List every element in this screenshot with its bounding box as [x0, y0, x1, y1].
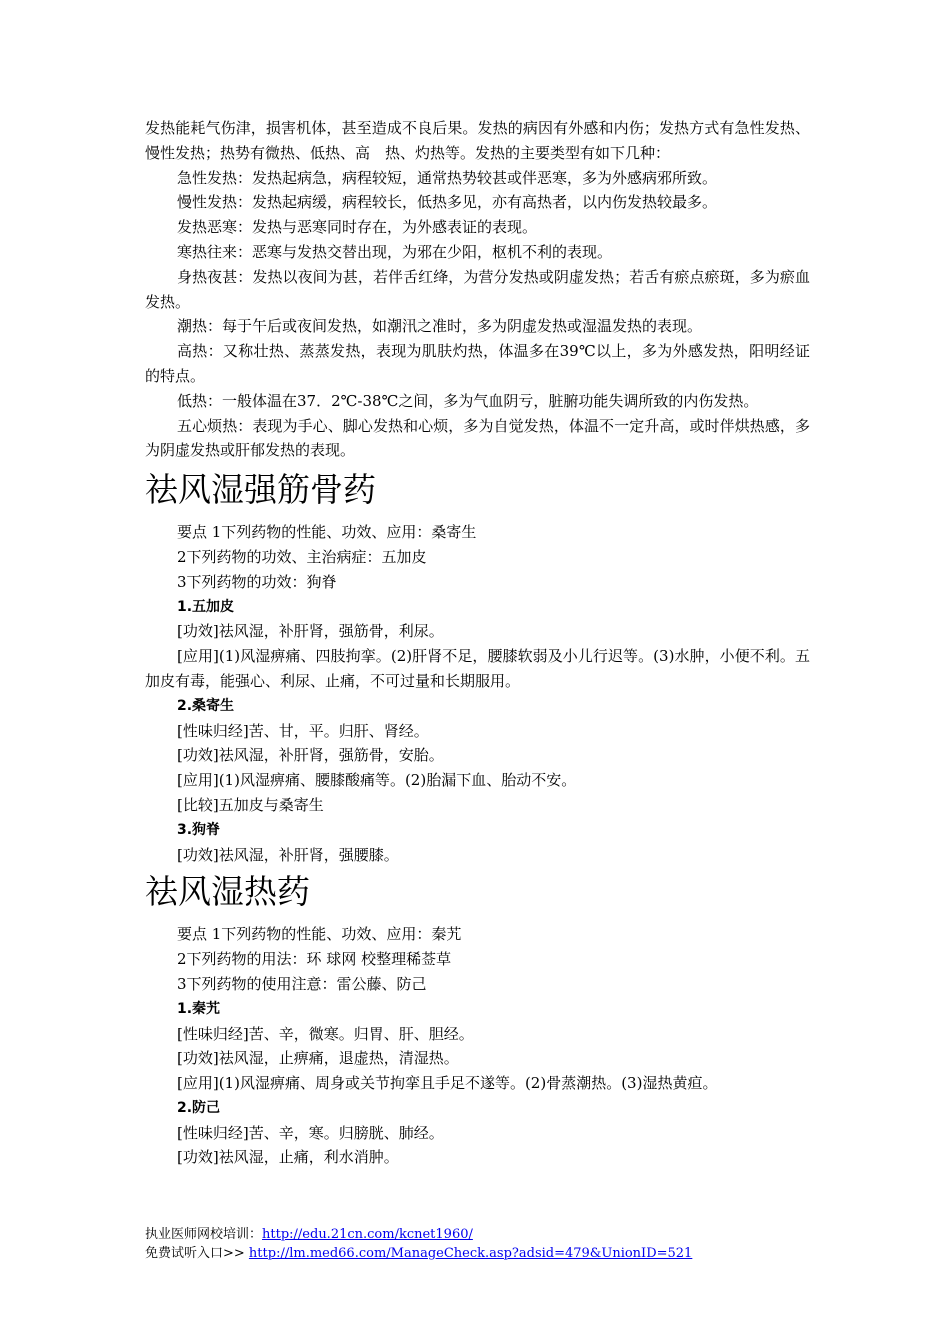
herb-heading: 1.五加皮 [177, 598, 235, 615]
fever-type-chills: 发热恶寒：发热与恶寒同时存在，为外感表证的表现。 [177, 218, 538, 237]
herb-line: [功效]祛风湿，止痹痛，退虚热，清湿热。 [177, 1049, 459, 1068]
fever-type-alternating: 寒热往来：恶寒与发热交替出现，为邪在少阳，枢机不利的表现。 [177, 242, 613, 261]
key-point: 要点 1下列药物的性能、功效、应用：桑寄生 [177, 523, 477, 542]
section-title-damp-heat: 祛风湿热药 [145, 872, 310, 912]
document-body [145, 116, 810, 1170]
herb-line: [应用](1)风湿痹痛、腰膝酸痛等。(2)胎漏下血、胎动不安。 [177, 771, 577, 790]
herb-heading: 1.秦艽 [177, 1000, 221, 1017]
intro-paragraph: 发热能耗气伤津，损害机体，甚至造成不良后果。发热的病因有外感和内伤；发热方式有急性发热、慢性发热；热势有微热、低热、高 热、灼热等。发热的主要类型有如下几种： [145, 119, 810, 162]
herb-line: [性味归经]苦、辛，微寒。归胃、肝、胆经。 [177, 1024, 474, 1043]
herb-line: [性味归经]苦、辛，寒。归膀胱、肺经。 [177, 1123, 444, 1142]
herb-line: [功效]祛风湿，补肝肾，强腰膝。 [177, 845, 399, 864]
footer-training-label: 执业医师网校培训： [145, 1227, 263, 1242]
herb-line: [性味归经]苦、甘，平。归肝、肾经。 [177, 721, 429, 740]
key-point: 3下列药物的功效：狗脊 [177, 572, 337, 591]
fever-type-low: 低热：一般体温在37．2℃-38℃之间，多为气血阴亏，脏腑功能失调所致的内伤发热。 [177, 391, 759, 410]
footer-training-line [145, 1225, 692, 1244]
key-point: 2下列药物的功效、主治病症：五加皮 [177, 547, 427, 566]
fever-type-five-center: 五心烦热：表现为手心、脚心发热和心烦，多为自觉发热，体温不一定升高，或时伴烘热感，多为阴虚发热或肝郁发热的表现。 [145, 416, 810, 460]
herb-line: [应用](1)风湿痹痛、周身或关节拘挛且手足不遂等。(2)骨蒸潮热。(3)湿热黄疸。 [177, 1074, 718, 1093]
section-title-strengthen: 祛风湿强筋骨药 [145, 470, 376, 510]
herb-line: [应用](1)风湿痹痛、四肢拘挛。(2)肝肾不足，腰膝软弱及小儿行迟等。(3)水肿，小便不利。五加皮有毒，能强心、利尿、止痛，不可过量和长期服用。 [145, 647, 810, 690]
herb-heading: 3.狗脊 [177, 821, 221, 838]
footer-trial-line [145, 1244, 692, 1263]
key-point: 要点 1下列药物的性能、功效、应用：秦艽 [177, 925, 462, 944]
fever-type-high: 高热：又称壮热、蒸蒸发热，表现为肌肤灼热，体温多在39℃以上，多为外感发热，阳明经证的特点。 [145, 342, 810, 385]
key-point: 2下列药物的用法：环 球网 校整理稀莶草 [177, 950, 452, 969]
fever-type-tidal: 潮热：每于午后或夜间发热，如潮汛之准时，多为阴虚发热或湿温发热的表现。 [177, 317, 703, 336]
training-link[interactable]: http://edu.21cn.com/kcnet1960/ [262, 1227, 473, 1242]
trial-link[interactable]: http://lm.med66.com/ManageCheck.asp?adsid=479&UnionID=521 [248, 1246, 693, 1261]
footer-trial-label: 免费试听入口>> [145, 1246, 249, 1261]
herb-line: [功效]祛风湿，止痛，利水消肿。 [177, 1148, 399, 1167]
herb-heading: 2.桑寄生 [177, 697, 235, 714]
fever-type-night: 身热夜甚：发热以夜间为甚，若伴舌红绛，为营分发热或阴虚发热；若舌有瘀点瘀斑，多为瘀血发热。 [145, 267, 810, 311]
herb-heading: 2.防己 [177, 1099, 221, 1116]
page-footer [145, 1225, 692, 1263]
key-point: 3下列药物的使用注意：雷公藤、防己 [177, 974, 427, 993]
herb-line: [功效]祛风湿，补肝肾，强筋骨，利尿。 [177, 622, 444, 641]
herb-line: [比较]五加皮与桑寄生 [177, 795, 324, 814]
fever-type-acute: 急性发热：发热起病急，病程较短，通常热势较甚或伴恶寒，多为外感病邪所致。 [177, 168, 718, 187]
fever-type-chronic: 慢性发热：发热起病缓，病程较长，低热多见，亦有高热者，以内伤发热较最多。 [177, 193, 718, 212]
herb-line: [功效]祛风湿，补肝肾，强筋骨，安胎。 [177, 746, 444, 765]
